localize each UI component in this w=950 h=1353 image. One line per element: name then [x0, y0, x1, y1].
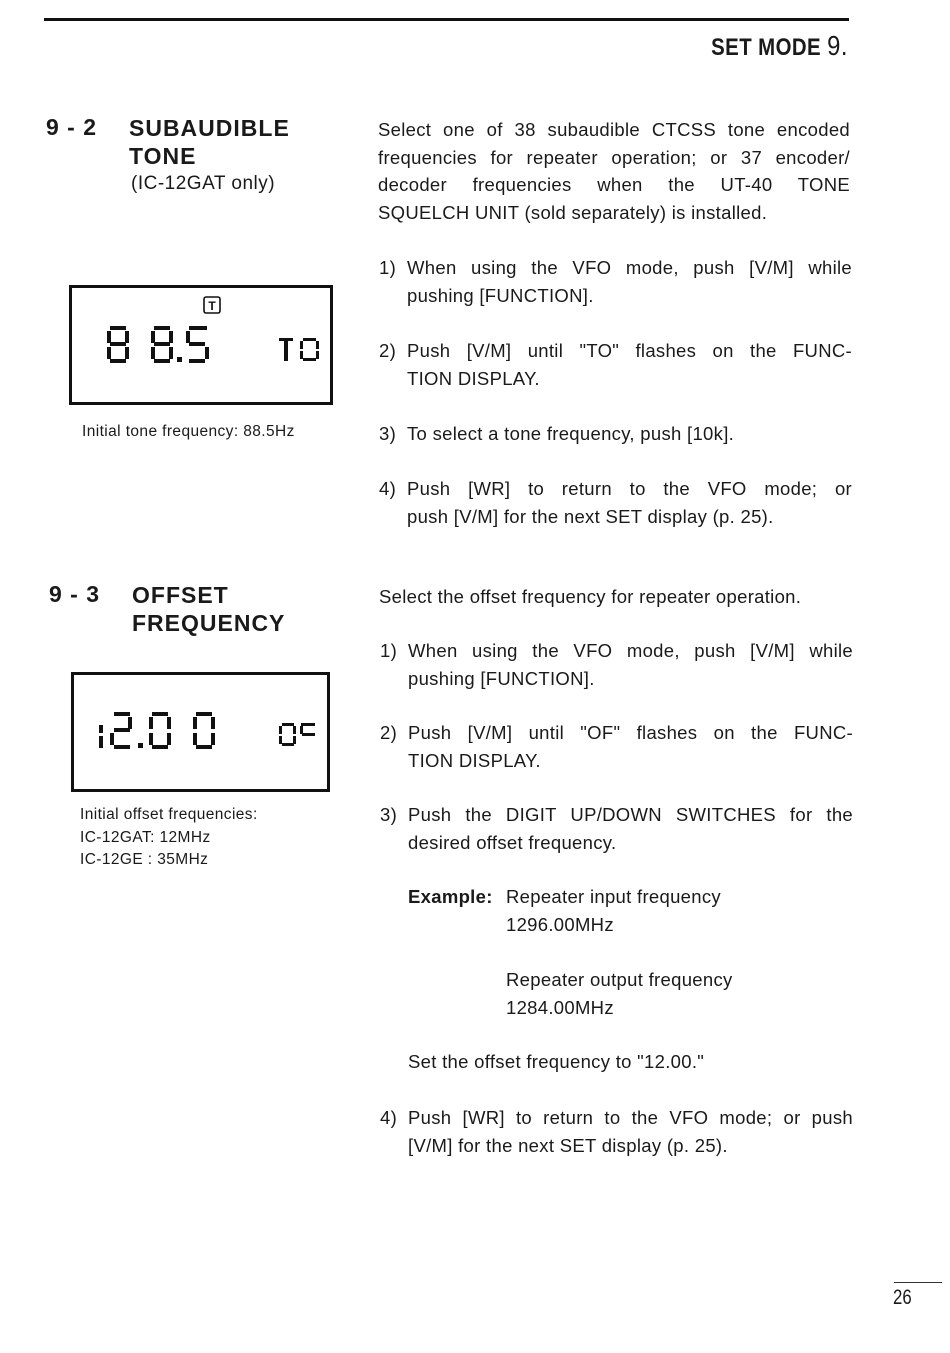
intro-line: decoder frequencies when the UT-40 TONE	[378, 174, 850, 195]
step-9-3-4	[380, 1104, 852, 1160]
caption-line: Initial offset frequencies:	[80, 806, 258, 823]
offset-lcd-graphic	[74, 675, 327, 789]
example-output-value: 1284.00MHz	[506, 996, 614, 1018]
step-number: 1)	[380, 640, 398, 661]
example-input-value: 1296.00MHz	[506, 913, 614, 935]
step-line: TION DISPLAY.	[407, 367, 540, 389]
caption-line: IC-12GE : 35MHz	[80, 851, 209, 868]
section-9-3-intro: Select the offset frequency for repeater operation.	[379, 586, 802, 607]
tone-lcd-display	[69, 285, 333, 405]
step-number: 1)	[379, 257, 397, 278]
section-title-line1: OFFSET	[132, 582, 229, 608]
example-label: Example:	[408, 886, 493, 907]
tone-lcd-graphic	[72, 288, 330, 402]
step-number: 4)	[380, 1107, 398, 1128]
step-line: Push [V/M] until "TO" flashes on the FUNC-	[407, 340, 852, 361]
step-9-3-3	[380, 801, 852, 857]
section-title-line2: FREQUENCY	[132, 610, 286, 636]
step-9-2-1	[379, 254, 851, 310]
step-line: When using the VFO mode, push [V/M] while	[408, 640, 853, 661]
header-rule	[44, 18, 849, 21]
example-output	[506, 966, 733, 1021]
step-line: Push [WR] to return to the VFO mode; or push	[408, 1107, 853, 1128]
step-line: push [V/M] for the next SET display (p. 25).	[407, 505, 774, 527]
step-9-3-2	[380, 719, 852, 775]
step-line: [V/M] for the next SET display (p. 25).	[408, 1134, 728, 1156]
step-line: pushing [FUNCTION].	[407, 284, 594, 306]
example-input-label: Repeater input frequency	[506, 886, 721, 907]
tone-display-caption: Initial tone frequency: 88.5Hz	[82, 423, 295, 440]
intro-line: Select one of 38 subaudible CTCSS tone encoded	[378, 119, 850, 140]
section-title-9-2	[129, 114, 290, 170]
intro-line: frequencies for repeater operation; or 37 encoder/	[378, 146, 850, 168]
intro-line: SQUELCH UNIT (sold separately) is installed.	[378, 201, 768, 223]
step-9-2-3	[379, 420, 851, 448]
section-title-9-3	[132, 581, 285, 637]
step-number: 3)	[379, 423, 397, 444]
step-9-3-1	[380, 637, 852, 693]
section-subtitle: (IC-12GAT only)	[131, 173, 276, 194]
step-9-2-4	[379, 475, 851, 531]
section-number-9-3: 9 - 3	[49, 581, 101, 607]
step-9-2-2	[379, 337, 851, 393]
step-line: To select a tone frequency, push [10k].	[407, 423, 735, 444]
caption-line: IC-12GAT: 12MHz	[80, 828, 211, 846]
example-output-label: Repeater output frequency	[506, 969, 733, 990]
step-line: TION DISPLAY.	[408, 749, 541, 771]
section-9-2-intro	[378, 116, 850, 226]
step-number: 4)	[379, 478, 397, 499]
offset-lcd-display	[71, 672, 330, 792]
frequency-digits	[99, 712, 315, 749]
svg-text:T: T	[208, 299, 216, 313]
frequency-digits	[107, 326, 319, 363]
step-number: 2)	[379, 340, 397, 361]
step-line: Push [V/M] until "OF" flashes on the FUNC-	[408, 722, 853, 743]
step-line: desired offset frequency.	[408, 831, 617, 853]
page-header	[711, 30, 848, 62]
step-number: 3)	[380, 804, 398, 825]
header-chapter: 9.	[827, 30, 848, 61]
offset-display-caption	[80, 804, 258, 872]
page-number-rule	[894, 1282, 942, 1283]
section-number-9-2: 9 - 2	[46, 114, 98, 140]
example-set-text: Set the offset frequency to "12.00."	[408, 1051, 705, 1072]
step-number: 2)	[380, 722, 398, 743]
step-line: pushing [FUNCTION].	[408, 667, 595, 689]
step-line: Push [WR] to return to the VFO mode; or	[407, 478, 852, 499]
section-title-line1: SUBAUDIBLE	[129, 115, 290, 141]
step-line: When using the VFO mode, push [V/M] while	[407, 257, 852, 278]
section-title-line2: TONE	[129, 143, 197, 169]
step-line: Push the DIGIT UP/DOWN SWITCHES for the	[408, 804, 853, 825]
tone-indicator-icon	[204, 297, 220, 313]
page-number: 26	[893, 1286, 912, 1309]
header-title: SET MODE	[711, 34, 822, 61]
example-input	[506, 883, 721, 938]
